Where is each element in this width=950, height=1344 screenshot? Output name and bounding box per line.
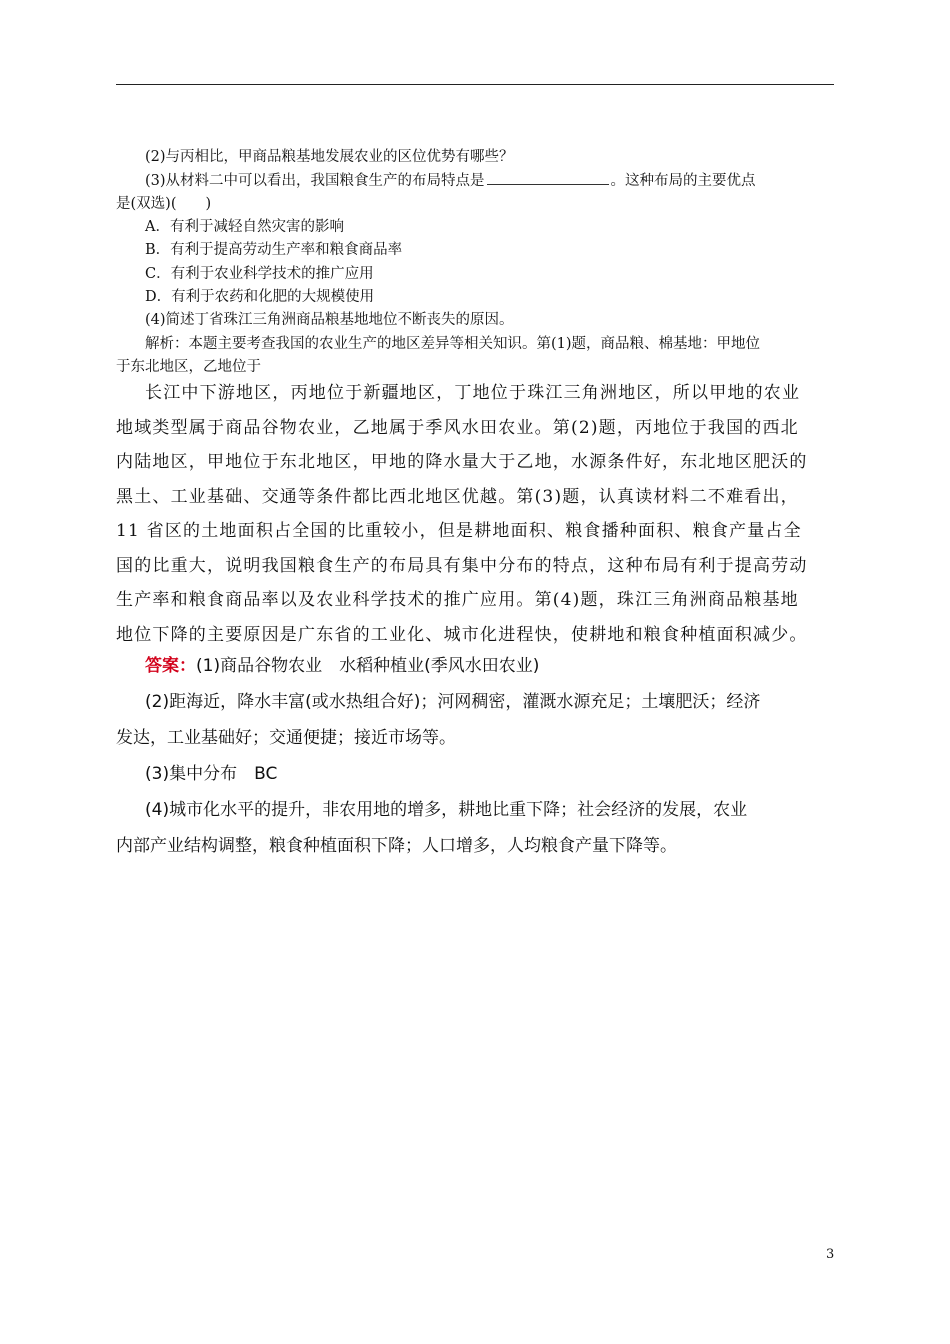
analysis-body-line: 11 省区的土地面积占全国的比重较小，但是耕地面积、粮食播种面积、粮食产量占全 [116, 521, 802, 541]
question-3 [116, 170, 865, 193]
question-4: (4)简述丁省珠江三角洲商品粮基地地位不断丧失的原因。 [145, 312, 514, 328]
answer-1-text: (1)商品谷物农业 水稻种植业(季风水田农业) [196, 656, 540, 676]
option-d: D．有利于农药和化肥的大规模使用 [145, 289, 375, 305]
analysis-body [116, 376, 836, 652]
answer-1 [116, 648, 836, 684]
analysis-body-line: 国的比重大，说明我国粮食生产的布局具有集中分布的特点，这种布局有利于提高劳动 [116, 555, 808, 576]
option-a: A．有利于减轻自然灾害的影响 [145, 219, 344, 235]
answer-blank [487, 170, 609, 185]
question-3-text: (3)从材料二中可以看出，我国粮食生产的布局特点是 [145, 173, 485, 189]
answer-3: (3)集中分布 BC [145, 764, 278, 784]
analysis-body-line: 生产率和粮食商品率以及农业科学技术的推广应用。第(4)题，珠江三角洲商品粮基地 [116, 590, 799, 610]
option-c: C．有利于农业科学技术的推广应用 [145, 266, 374, 282]
answer-2-line-1: (2)距海近，降水丰富(或水热组合好)；河网稠密，灌溉水源充足；土壤肥沃；经济 [145, 692, 761, 712]
answer-2-line-2: 发达，工业基础好；交通便捷；接近市场等。 [116, 728, 456, 748]
analysis-body-line: 黑土、工业基础、交通等条件都比西北地区优越。第(3)题，认真读材料二不难看出， [116, 486, 799, 507]
question-3-text-after: 。这种布局的主要优点 [610, 173, 756, 189]
question-3-line2: 是(双选)( ) [116, 196, 212, 212]
page-number: 3 [826, 1247, 835, 1262]
analysis-body-line: 地域类型属于商品谷物农业，乙地属于季风水田农业。第(2)题，丙地位于我国的西北 [116, 417, 799, 438]
header-rule [116, 84, 834, 85]
analysis-body-line: 内陆地区，甲地位于东北地区，甲地的降水量大于乙地，水源条件好，东北地区肥沃的 [116, 452, 808, 472]
answer-4-line-2: 内部产业结构调整，粮食种植面积下降；人口增多，人均粮食产量下降等。 [116, 836, 677, 856]
option-b: B．有利于提高劳动生产率和粮食商品率 [145, 242, 403, 258]
answer-4-line-1: (4)城市化水平的提升，非农用地的增多，耕地比重下降；社会经济的发展，农业 [145, 800, 748, 820]
analysis-body-line: 长江中下游地区，丙地位于新疆地区，丁地位于珠江三角洲地区，所以甲地的农业 [145, 383, 801, 403]
answer-label: 答案： [145, 656, 196, 676]
question-2: (2)与丙相比，甲商品粮基地发展农业的区位优势有哪些？ [145, 149, 514, 165]
analysis-line-2: 于东北地区，乙地位于 [116, 359, 261, 375]
analysis-body-line: 地位下降的主要原因是广东省的工业化、城市化进程快，使耕地和粮食种植面积减少。 [116, 624, 808, 645]
answer-section [116, 648, 836, 864]
analysis-line-1: 解析：本题主要考查我国的农业生产的地区差异等相关知识。第(1)题，商品粮、棉基地：甲地位 [145, 336, 761, 352]
